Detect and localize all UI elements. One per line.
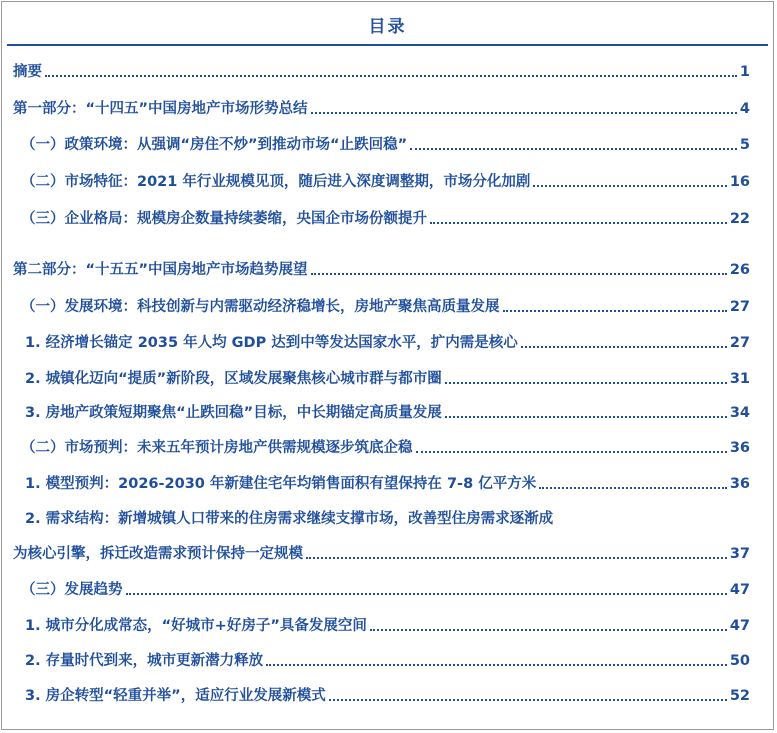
dot-leader (445, 382, 727, 384)
toc-entry-2-2[interactable] (21, 433, 750, 457)
toc-entry-1-3[interactable] (21, 204, 750, 228)
dot-leader (306, 557, 727, 559)
toc-entry-label: 1. 城市分化成常态，“好城市+好房子”具备发展空间 (25, 618, 367, 634)
dot-leader (430, 222, 727, 224)
toc-entry-page: 22 (729, 211, 750, 227)
toc-entry-page: 47 (729, 582, 750, 598)
dot-leader (329, 699, 727, 701)
toc-entry-2-1-1[interactable] (25, 328, 750, 352)
toc-entry-page: 16 (729, 174, 750, 190)
dot-leader (126, 593, 727, 595)
toc-entry-2-3-3[interactable] (25, 681, 750, 705)
toc-entry-2-1[interactable] (21, 292, 750, 316)
toc-entry-label: 3. 房地产政策短期聚焦“止跌回稳”目标，中长期锚定高质量发展 (25, 405, 442, 421)
toc-entry-label: 摘要 (13, 64, 42, 80)
toc-entry-page: 36 (729, 476, 750, 492)
toc-entry-label: 1. 经济增长锚定 2035 年人均 GDP 达到中等发达国家水平，扩内需是核心 (25, 335, 518, 351)
toc-entry-page: 52 (729, 688, 750, 704)
dot-leader (410, 148, 737, 150)
toc-entry-page: 5 (739, 137, 750, 153)
toc-entry-part-2[interactable] (13, 255, 750, 279)
toc-entry-page: 1 (739, 64, 750, 80)
dot-leader (370, 629, 727, 631)
toc-entry-label: （三）发展趋势 (21, 582, 123, 598)
dot-leader (533, 185, 726, 187)
toc-entry-part-1[interactable] (13, 94, 750, 118)
toc-entry-page: 34 (729, 405, 750, 421)
dot-leader (266, 664, 727, 666)
toc-entry-label: 2. 城镇化迈向“提质”新阶段，区域发展聚焦核心城市群与都市圈 (25, 371, 442, 387)
toc-entry-label: 2. 需求结构：新增城镇人口带来的住房需求继续支撑市场，改善型住房需求逐渐成 (25, 511, 554, 527)
dot-leader (311, 273, 727, 275)
dot-leader (311, 112, 737, 114)
toc-entry-page: 26 (729, 262, 750, 278)
dot-leader (445, 416, 727, 418)
toc-entry-2-1-3[interactable] (25, 398, 750, 422)
toc-entry-label-continuation: 为核心引擎，拆迁改造需求预计保持一定规模 (13, 546, 303, 562)
toc-entry-page: 37 (729, 546, 750, 562)
toc-entry-label: 第二部分：“十五五”中国房地产市场趋势展望 (13, 262, 308, 278)
toc-entry-page: 27 (729, 335, 750, 351)
dot-leader (521, 346, 727, 348)
toc-title: 目录 (368, 17, 407, 37)
toc-entry-label: （三）企业格局：规模房企数量持续萎缩，央国企市场份额提升 (21, 211, 427, 227)
dot-leader (503, 310, 727, 312)
toc-entry-page: 50 (729, 653, 750, 669)
toc-entry-page: 4 (739, 101, 750, 117)
toc-entry-1-2[interactable] (21, 167, 750, 191)
toc-entry-page: 31 (729, 371, 750, 387)
toc-entry-label: 第一部分：“十四五”中国房地产市场形势总结 (13, 101, 308, 117)
dot-leader (45, 75, 737, 77)
toc-entry-label: （二）市场特征：2021 年行业规模见顶，随后进入深度调整期，市场分化加剧 (21, 174, 531, 190)
toc-entry-label: 1. 模型预判：2026-2030 年新建住宅年均销售面积有望保持在 7-8 亿平方米 (25, 476, 537, 492)
toc-entry-page: 27 (729, 299, 750, 315)
toc-entry-label: 2. 存量时代到来，城市更新潜力释放 (25, 653, 264, 669)
toc-entry-page: 36 (729, 440, 750, 456)
toc-entry-2-3[interactable] (21, 575, 750, 599)
toc-entry-2-3-2[interactable] (25, 646, 750, 670)
title-divider (7, 44, 768, 46)
toc-entry-label: （二）市场预判：未来五年预计房地产供需规模逐步筑底企稳 (21, 440, 413, 456)
toc-entry-2-2-1[interactable] (25, 469, 750, 493)
toc-entry-label: （一）发展环境：科技创新与内需驱动经济稳增长，房地产聚焦高质量发展 (21, 299, 500, 315)
toc-entry-label: 3. 房企转型“轻重并举”，适应行业发展新模式 (25, 688, 326, 704)
dot-leader (416, 451, 727, 453)
toc-entry-2-1-2[interactable] (25, 364, 750, 388)
toc-entry-label: （一）政策环境：从强调“房住不炒”到推动市场“止跌回稳” (21, 137, 408, 153)
toc-entry-abstract[interactable] (13, 57, 750, 81)
toc-entry-1-1[interactable] (21, 130, 750, 154)
toc-entry-2-2-2[interactable] (25, 504, 553, 528)
toc-entry-2-3-1[interactable] (25, 611, 750, 635)
dot-leader (539, 487, 727, 489)
toc-entry-page: 47 (729, 618, 750, 634)
toc-entry-2-2-2-continued[interactable] (13, 539, 750, 563)
